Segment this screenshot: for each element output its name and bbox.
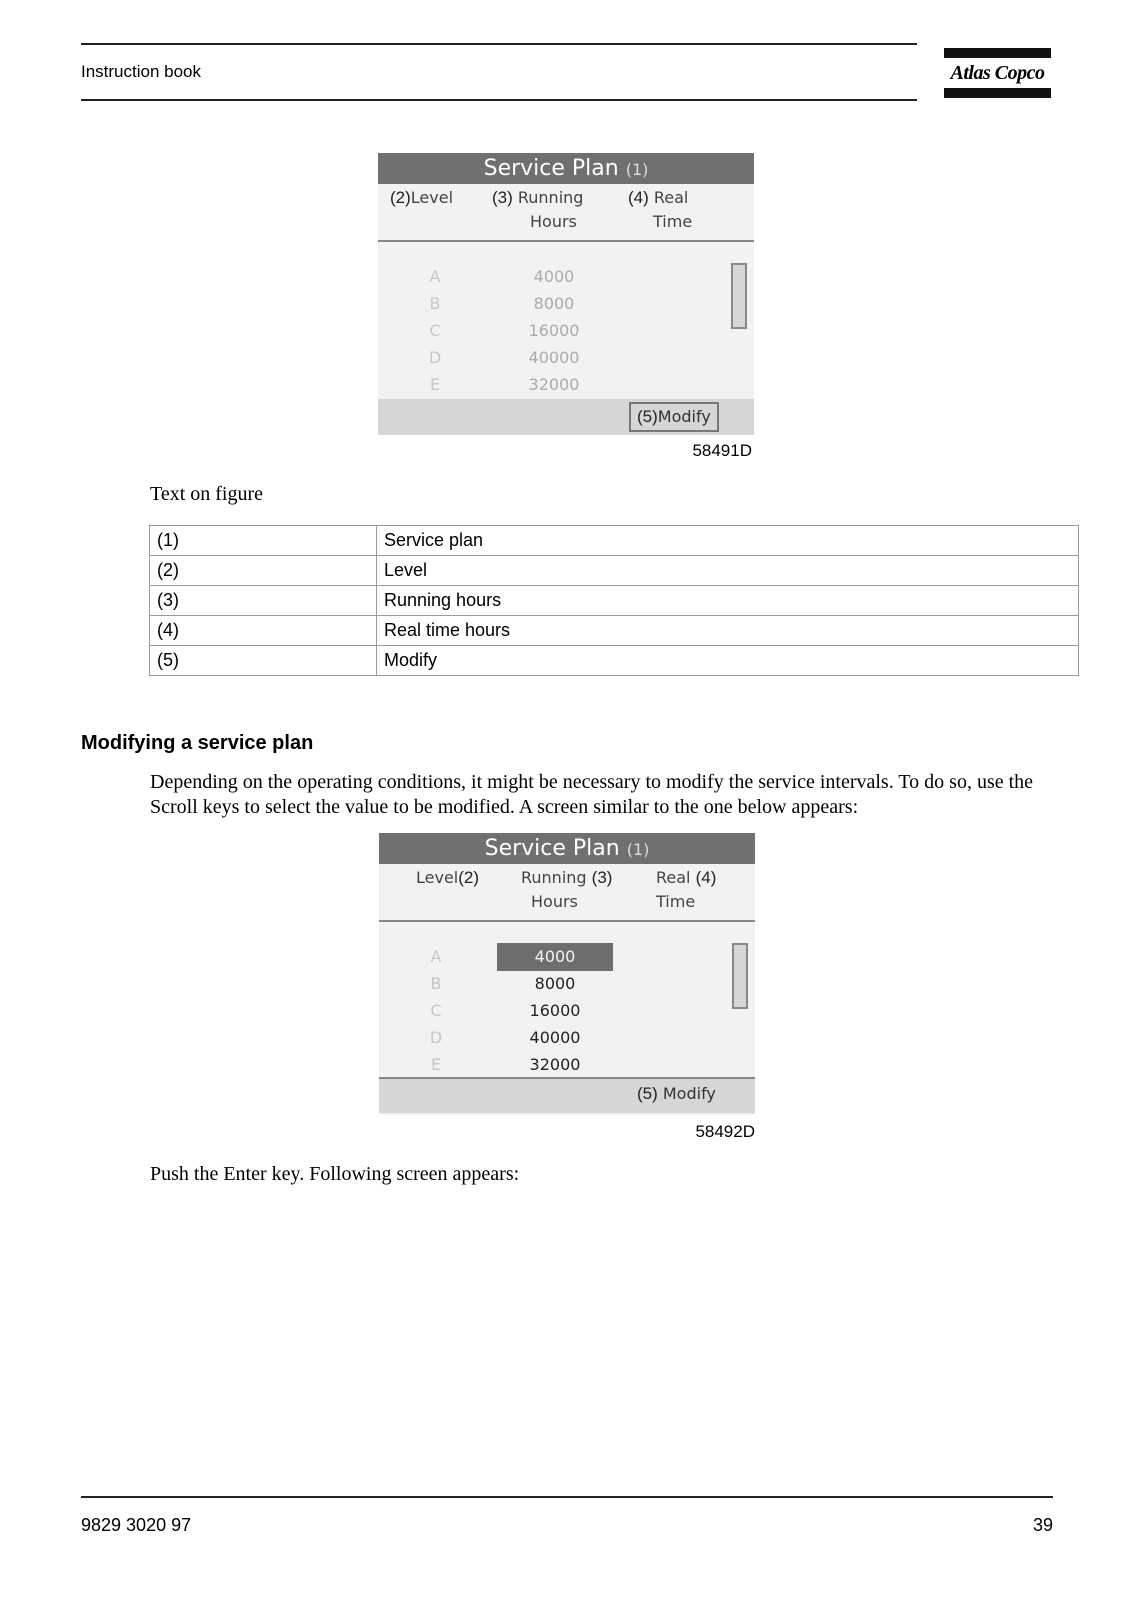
section-paragraph: Depending on the operating conditions, it might be necessary to modify the service intervals. To do so, use the Scroll keys to select the value to be modified. A screen similar to the one below appears: — [150, 771, 1034, 818]
column-header-running-hours — [492, 186, 583, 234]
callout-1: (1) — [625, 160, 649, 179]
level-cell: A — [429, 267, 441, 286]
level-cell: C — [429, 321, 441, 340]
level-label: Level — [410, 188, 454, 207]
table-row — [150, 556, 1079, 586]
hours-cell-selected[interactable]: 4000 — [497, 943, 613, 971]
hours-cell[interactable]: 40000 — [529, 1028, 581, 1047]
service-plan-screen-figure-2 — [379, 833, 755, 1115]
callout-2: (2) — [390, 188, 411, 207]
hours-cell[interactable]: 32000 — [529, 1055, 581, 1074]
hours-cell[interactable]: 16000 — [529, 1001, 581, 1020]
column-header-real-time — [628, 186, 692, 234]
hours-cell: 16000 — [528, 321, 580, 340]
legend-table — [149, 525, 1079, 676]
modify-button[interactable] — [629, 402, 719, 432]
legend-value: Service plan — [377, 526, 1079, 556]
hours-cell: 4000 — [533, 267, 575, 286]
running-label: Running — [517, 188, 584, 207]
legend-key: (4) — [150, 616, 377, 646]
screen-title: Service Plan — [484, 836, 620, 861]
modify-label: Modify — [662, 1084, 716, 1103]
scrollbar[interactable] — [731, 263, 747, 329]
legend-value: Level — [377, 556, 1079, 586]
callout-2: (2) — [458, 868, 480, 887]
figure-id: 58492D — [695, 1122, 755, 1141]
level-cell: B — [430, 974, 442, 993]
callout-3: (3) — [492, 188, 513, 207]
legend-value: Running hours — [377, 586, 1079, 616]
real-label: Real — [653, 188, 689, 207]
legend-value: Real time hours — [377, 616, 1079, 646]
hours-cell: 8000 — [533, 294, 575, 313]
legend-key: (2) — [150, 556, 377, 586]
callout-5: (5) — [637, 1084, 658, 1103]
column-header-running-hours — [521, 866, 612, 914]
time-label: Time — [653, 212, 693, 231]
screen-title-bar — [378, 153, 754, 184]
logo-top-bar — [944, 48, 1051, 58]
modify-label: Modify — [657, 407, 711, 426]
level-cell: D — [429, 1028, 443, 1047]
header-bottom-rule — [81, 99, 917, 101]
figure-caption: Text on figure — [150, 483, 264, 505]
document-number: 9829 3020 97 — [81, 1515, 192, 1535]
level-cell: A — [430, 947, 442, 966]
callout-1: (1) — [626, 840, 650, 859]
legend-key: (5) — [150, 646, 377, 676]
hours-cell: 40000 — [528, 348, 580, 367]
legend-key: (3) — [150, 586, 377, 616]
header-separator — [378, 240, 754, 242]
hours-label: Hours — [531, 892, 578, 911]
running-label: Running — [521, 868, 587, 887]
callout-4: (4) — [628, 188, 649, 207]
figure-id: 58491D — [692, 441, 752, 460]
table-row — [150, 586, 1079, 616]
level-cell: D — [428, 348, 442, 367]
real-label: Real — [656, 868, 691, 887]
level-cell: E — [429, 375, 441, 394]
level-cell: B — [429, 294, 441, 313]
level-cell: E — [430, 1055, 442, 1074]
hours-cell: 32000 — [528, 375, 580, 394]
callout-5: (5) — [637, 407, 658, 426]
column-header-real-time — [656, 866, 716, 914]
scrollbar[interactable] — [732, 943, 748, 1009]
table-row — [150, 616, 1079, 646]
screen-title: Service Plan — [483, 156, 619, 181]
footer-rule — [81, 1496, 1053, 1498]
instruction-paragraph: Push the Enter key. Following screen appears: — [150, 1163, 520, 1185]
logo-bottom-bar — [944, 88, 1051, 98]
callout-4: (4) — [695, 868, 717, 887]
page-number: 39 — [1032, 1515, 1053, 1535]
column-header-level — [390, 186, 453, 210]
screen-title-bar — [379, 833, 755, 864]
legend-key: (1) — [150, 526, 377, 556]
header-separator — [379, 920, 755, 922]
atlas-copco-logo — [944, 48, 1051, 100]
modify-button[interactable] — [637, 1081, 716, 1107]
callout-3: (3) — [591, 868, 613, 887]
logo-text: Atlas Copco — [950, 62, 1045, 84]
table-row — [150, 646, 1079, 676]
hours-label: Hours — [530, 212, 577, 231]
service-plan-screen-figure-1 — [378, 153, 754, 435]
legend-value: Modify — [377, 646, 1079, 676]
section-heading: Modifying a service plan — [81, 732, 314, 754]
column-header-level — [416, 866, 479, 890]
hours-cell[interactable]: 8000 — [534, 974, 576, 993]
document-title: Instruction book — [81, 62, 202, 81]
level-cell: C — [430, 1001, 442, 1020]
header-top-rule — [81, 43, 917, 45]
level-label: Level — [416, 868, 459, 887]
time-label: Time — [656, 892, 696, 911]
table-row — [150, 526, 1079, 556]
